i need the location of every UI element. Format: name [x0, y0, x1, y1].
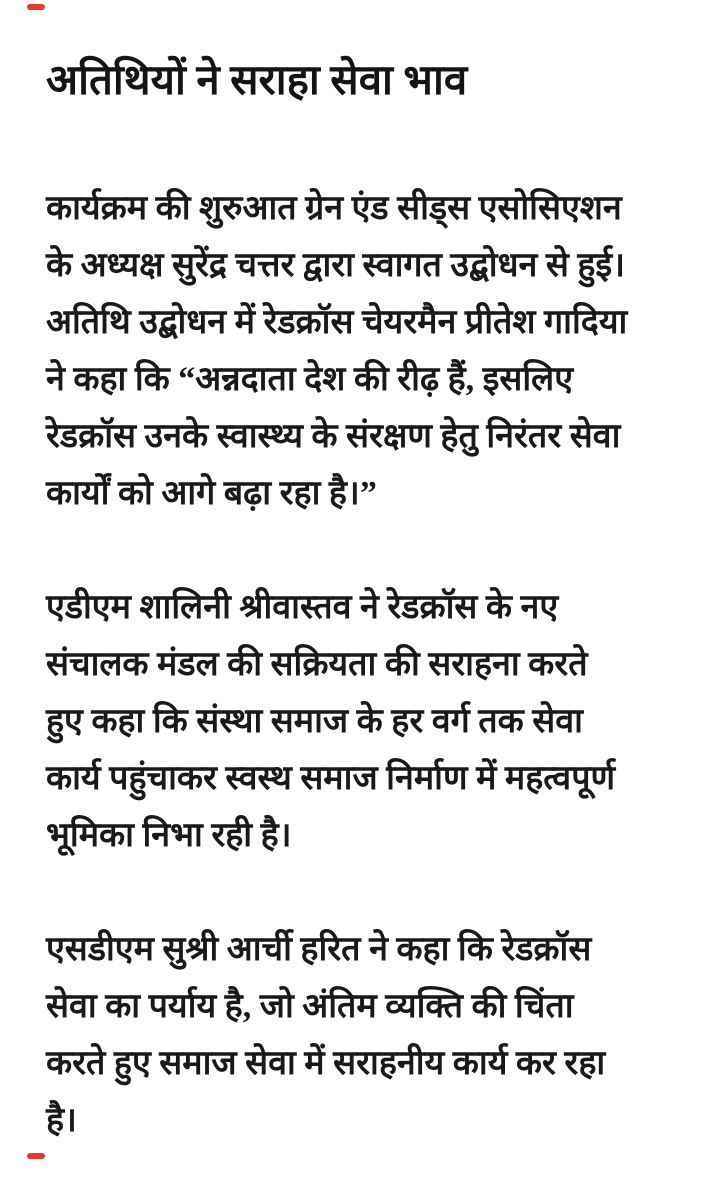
text-line: कार्यक्रम की शुरुआत ग्रेन एंड सीड्स एसोसिएशन: [46, 190, 622, 227]
text-line: कार्य पहुंचाकर स्वस्थ समाज निर्माण में महत्वपूर्ण: [46, 760, 616, 797]
text-line: अतिथि उद्बोधन में रेडक्रॉस चेयरमैन प्रीतेश गादिया: [46, 304, 628, 341]
paragraph-3: [46, 921, 680, 1149]
paragraph-2: [46, 579, 680, 864]
red-dash-marker-bottom: [27, 1153, 45, 1159]
text-line: रेडक्रॉस उनके स्वास्थ्य के संरक्षण हेतु निरंतर सेवा: [46, 418, 621, 455]
text-line: सेवा का पर्याय है, जो अंतिम व्यक्ति की चिंता: [46, 988, 574, 1025]
red-dash-marker-top: [27, 4, 45, 10]
text-line: संचालक मंडल की सक्रियता की सराहना करते: [46, 646, 588, 683]
text-line: ने कहा कि “अन्नदाता देश की रीढ़ हैं, इसलिए: [46, 361, 573, 398]
text-line: है।: [46, 1102, 77, 1139]
text-line: के अध्यक्ष सुरेंद्र चत्तर द्वारा स्वागत उद्बोधन से हुई।: [46, 247, 625, 284]
text-line: हुए कहा कि संस्था समाज के हर वर्ग तक सेवा: [46, 703, 583, 740]
text-line: कार्यों को आगे बढ़ा रहा है।”: [46, 475, 377, 512]
paragraph-1: [46, 180, 680, 522]
text-line: भूमिका निभा रही है।: [46, 817, 292, 854]
text-line: एसडीएम सुश्री आर्ची हरित ने कहा कि रेडक्रॉस: [46, 931, 592, 968]
text-line: एडीएम शालिनी श्रीवास्तव ने रेडक्रॉस के नए: [46, 589, 559, 626]
text-line: करते हुए समाज सेवा में सराहनीय कार्य कर रहा: [46, 1045, 606, 1082]
article-title: अतिथियों ने सराहा सेवा भाव: [46, 58, 468, 104]
